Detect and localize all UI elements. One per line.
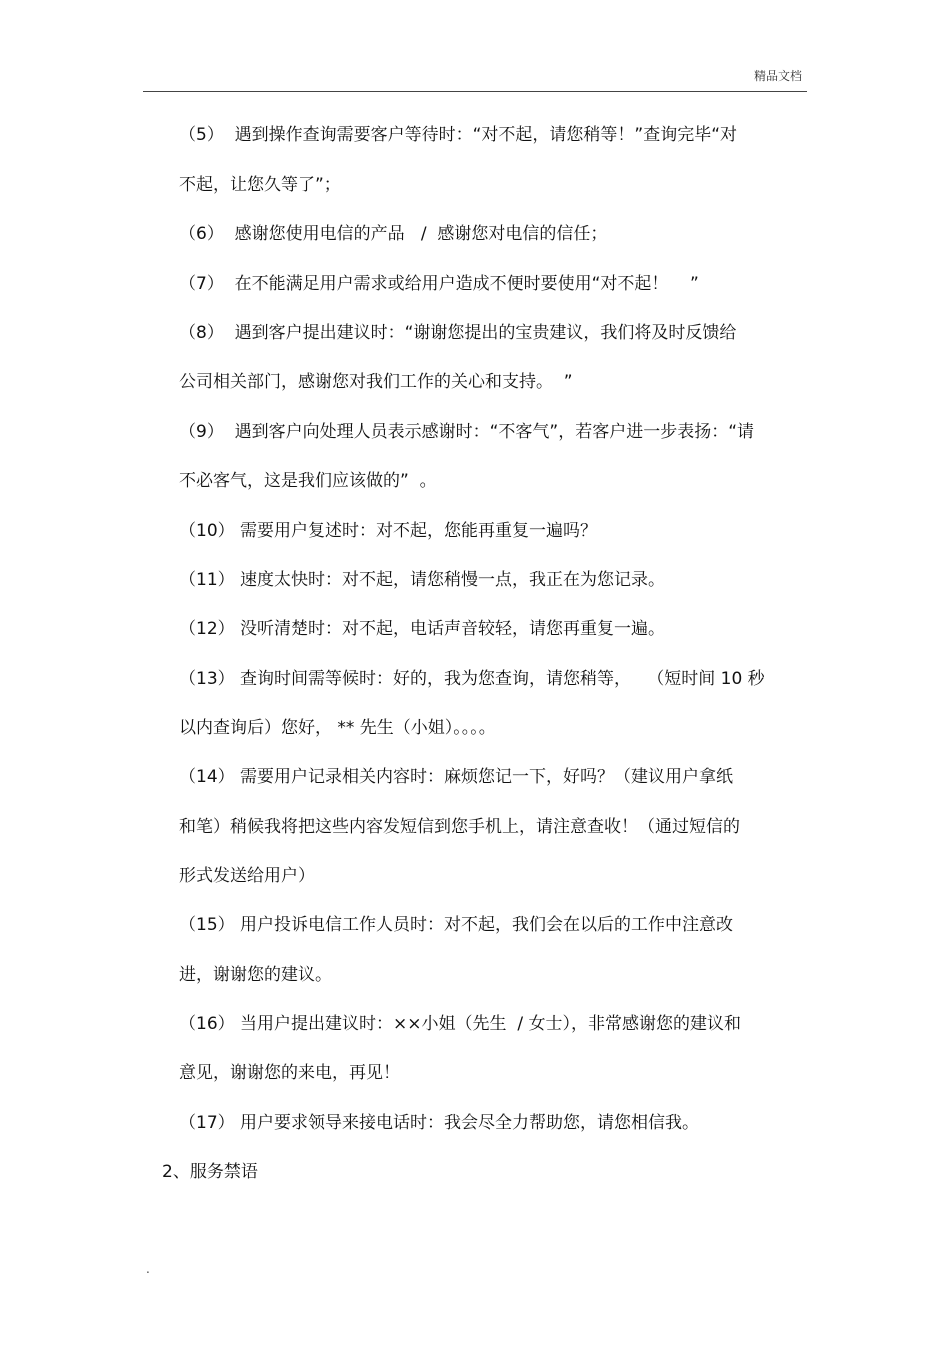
text-line: 和笔）稍候我将把这些内容发短信到您手机上，请注意查收！（通过短信的 <box>179 817 740 837</box>
text-line: 公司相关部门，感谢您对我们工作的关心和支持。 ” <box>179 372 573 392</box>
text-line: （9） 遇到客户向处理人员表示感谢时：“不客气”，若客户进一步表扬：“请 <box>179 422 755 442</box>
footer-dot: . <box>146 1262 150 1276</box>
page-header-label: 精品文档 <box>753 69 802 83</box>
text-line: （17） 用户要求领导来接电话时：我会尽全力帮助您，请您相信我。 <box>179 1113 700 1133</box>
text-line: （5） 遇到操作查询需要客户等待时：“对不起，请您稍等！”查询完毕“对 <box>179 125 738 145</box>
text-line: （13） 查询时间需等候时：好的，我为您查询，请您稍等， （短时间 10 秒 <box>179 669 765 689</box>
text-line: 进，谢谢您的建议。 <box>179 965 332 985</box>
text-line: （10） 需要用户复述时：对不起，您能再重复一遍吗？ <box>179 521 598 541</box>
text-line: （6） 感谢您使用电信的产品 / 感谢您对电信的信任； <box>179 224 608 244</box>
text-line: 形式发送给用户） <box>179 866 315 886</box>
text-line: （15） 用户投诉电信工作人员时：对不起，我们会在以后的工作中注意改 <box>179 915 734 935</box>
text-line: （14） 需要用户记录相关内容时：麻烦您记一下，好吗？（建议用户拿纸 <box>179 767 734 787</box>
text-line: 不必客气，这是我们应该做的” 。 <box>179 471 437 491</box>
header-divider <box>143 91 807 92</box>
section-heading: 2、服务禁语 <box>162 1162 258 1182</box>
text-line: 不起，让您久等了”； <box>179 175 341 195</box>
text-line: 以内查询后）您好， ** 先生（小姐）。。。。 <box>179 718 496 738</box>
text-line: （16） 当用户提出建议时：××小姐（先生 / 女士），非常感谢您的建议和 <box>179 1014 741 1034</box>
text-line: （8） 遇到客户提出建议时：“谢谢您提出的宝贵建议，我们将及时反馈给 <box>179 323 737 343</box>
text-line: （11） 速度太快时：对不起，请您稍慢一点，我正在为您记录。 <box>179 570 666 590</box>
text-line: （12） 没听清楚时：对不起，电话声音较轻，请您再重复一遍。 <box>179 619 666 639</box>
text-line: （7） 在不能满足用户需求或给用户造成不便时要使用“对不起！ ” <box>179 274 699 294</box>
text-line: 意见，谢谢您的来电，再见！ <box>179 1063 400 1083</box>
